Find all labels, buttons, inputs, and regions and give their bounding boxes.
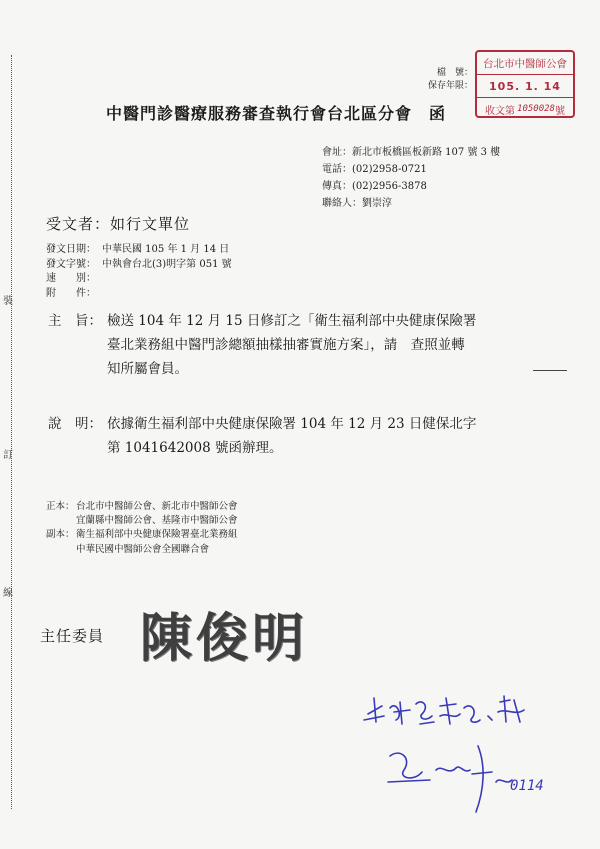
sub-copy-line: 衛生福利部中央健康保險署臺北業務組: [76, 529, 238, 541]
subject-text: [107, 309, 547, 381]
ref-number-value: 中執會台北(3)明字第 051 號: [102, 258, 232, 270]
subject-line: 知所屬會員。: [107, 361, 188, 377]
main-copy-line: 宜蘭縣中醫師公會、基隆市中醫師公會: [76, 515, 238, 527]
file-number-label: 檔 號：: [436, 68, 473, 78]
contact-block: [322, 144, 500, 212]
description-label: 說 明：: [48, 416, 102, 432]
description-line: 依據衛生福利部中央健康保險署 104 年 12 月 23 日健保北字: [107, 416, 477, 432]
signatory-title: 主任委員: [40, 627, 105, 645]
contact-phone: 電話：(02)2958-0721: [322, 164, 427, 175]
issue-date-label: 發文日期：: [46, 244, 96, 255]
margin-dash: [533, 370, 567, 371]
binding-char-2: 訂: [3, 450, 13, 461]
stamp-date: 105. 1. 14: [477, 75, 573, 98]
description-line: 第 1041642008 號函辦理。: [107, 440, 283, 456]
sub-copy-line: 中華民國中醫師公會全國聯合會: [76, 543, 210, 555]
contact-address: 會址：新北市板橋區板新路 107 號 3 樓: [322, 147, 501, 158]
stamp-org: 台北市中醫師公會: [477, 52, 573, 75]
speed-label: 速 別：: [46, 273, 96, 284]
binding-char-3: 線: [3, 588, 13, 599]
main-copy-line: 台北市中醫師公會、新北市中醫師公會: [76, 501, 238, 512]
handwritten-note: [360, 686, 580, 826]
meta-block: [46, 243, 232, 301]
stamp-receipt-label: 收文第: [485, 105, 516, 117]
handwritten-date: 0114: [510, 778, 544, 794]
signature-seal: 陳俊明: [140, 608, 309, 669]
subject-line: 檢送 104 年 12 月 15 日修訂之「衛生福利部中央健康保險署: [107, 313, 477, 329]
receipt-stamp: [475, 50, 575, 118]
letter-title: 中醫門診醫療服務審查執行會台北區分會 函: [106, 104, 447, 123]
contact-fax: 傳真：(02)2956-3878: [322, 181, 427, 192]
binding-dotted-line: [11, 55, 12, 809]
retention-label: 保存年限：: [427, 81, 473, 91]
binding-char-1: 裝: [3, 296, 13, 307]
stamp-receipt-suffix: 號: [554, 105, 565, 117]
file-number-block: [425, 67, 473, 93]
ref-number-label: 發文字號：: [46, 258, 96, 270]
recipient: 受文者：如行文單位: [46, 215, 191, 233]
contact-person: 聯絡人：劉崇淳: [322, 198, 392, 209]
main-copy-label: 正本：: [46, 501, 75, 512]
subject-line: 臺北業務組中醫門診總額抽樣抽審實施方案」，請 查照並轉: [107, 337, 465, 353]
subject-label: 主 旨：: [48, 313, 102, 329]
sub-copy-label: 副本：: [46, 529, 75, 541]
stamp-receipt-number: 1050028: [517, 104, 555, 114]
description-text: [107, 412, 547, 460]
stamp-receipt-row: [477, 98, 573, 120]
copies-block: [46, 500, 238, 557]
attachment-label: 附 件：: [46, 287, 96, 299]
issue-date-value: 中華民國 105 年 1 月 14 日: [102, 244, 230, 255]
